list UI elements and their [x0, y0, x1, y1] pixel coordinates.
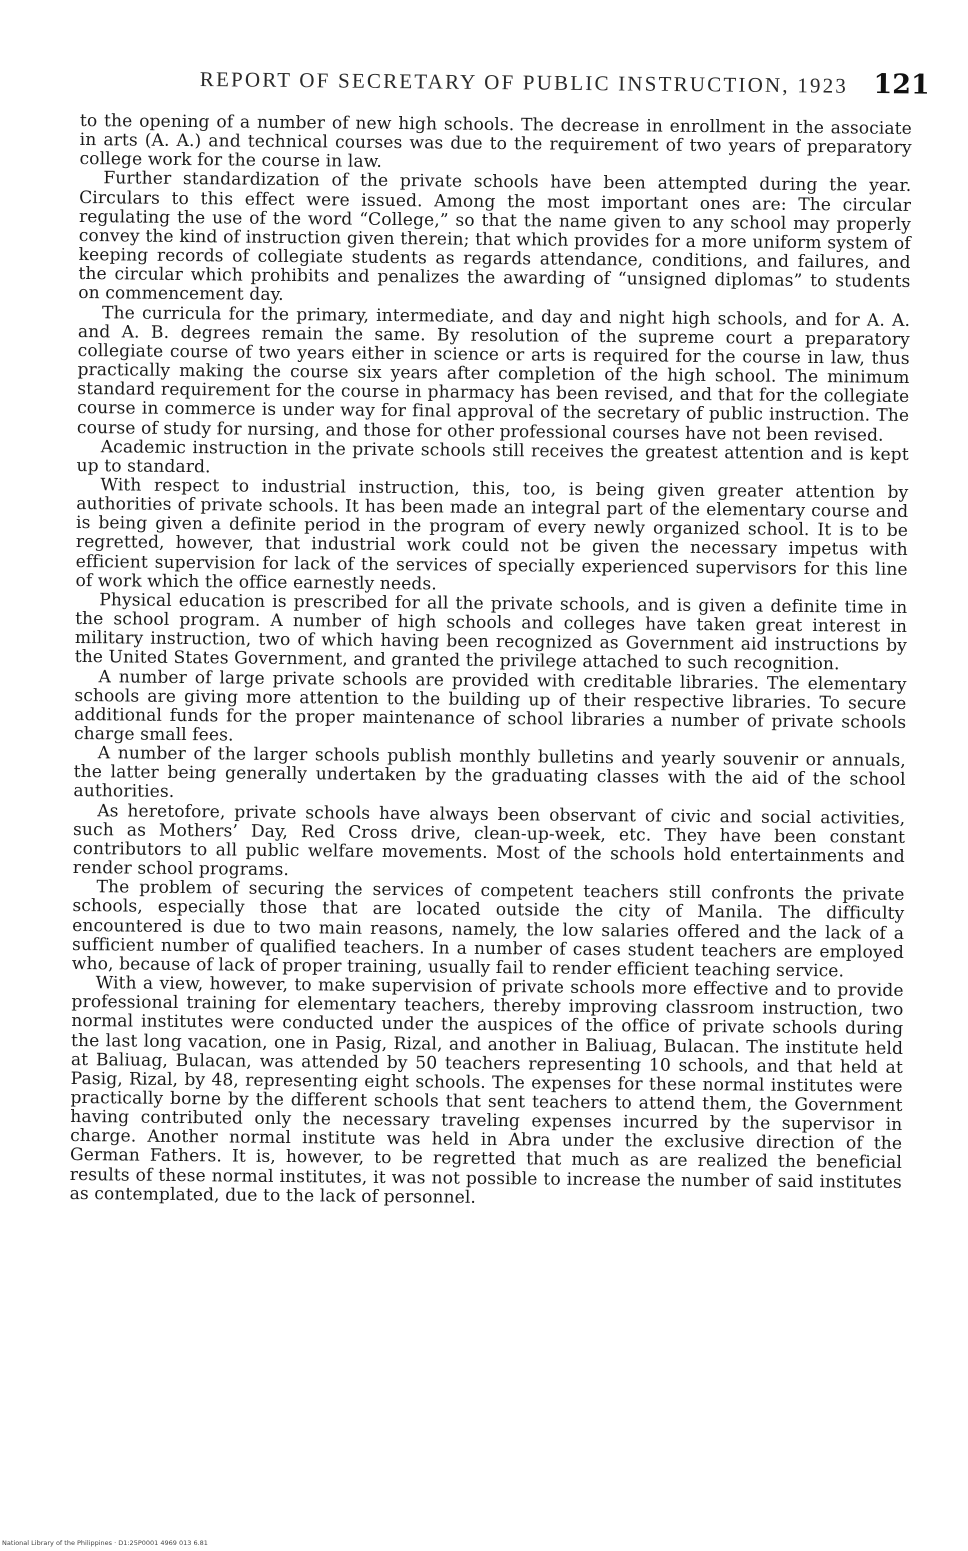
paragraph-civic-activities: As heretofore, private schools have always been observant of civic and social activities, such as Mothers’ Day, Red Cross drive, clean-up-week, etc. They have been constant contributors to all public welfare movements. Most of the schools hold entertainments and render school programs. [72, 800, 906, 881]
page-number: 121 [873, 69, 930, 101]
paragraph-publications: A number of the larger schools publish monthly bulletins and yearly souvenir or annuals, the latter being generally undertaken by the graduating classes with the aid of the school authorities. [73, 743, 906, 803]
paragraph-normal-institutes: With a view, however, to make supervision of private schools more effective and to provide professional training for elementary teachers, thereby improving classroom instruction, two normal institutes were conducted under the auspices of the office of private schools during the last long vacation, one in Pasig, Rizal, and another in Baliuag, Bulacan. The institute held at Baliuag, Bulacan, was attended by 50 teachers representing 10 schools, and that held at Pasig, Rizal, by 48, representing eight schools. The expenses for these normal institutes were practically borne by the different schools that sent teachers to attend them, the Government having contributed only the necessary traveling expenses incurred by the supervisor in charge. Another normal institute was held in Abra under the exclusive direction of the German Fathers. It is, however, to be regretted that much as are realized the beneficial results of these normal institutes, it was not possible to increase the number of said institutes as contemplated, due to the lack of personnel. [69, 973, 904, 1208]
body-text [70, 112, 912, 1212]
paragraph-industrial-instruction: With respect to industrial instruction, this, too, is being given greater attention by authorities of private schools. It has been made an integral part of the elementary course and is being given a definite period in the program of every newly organized school. It is to be regretted, however, that industrial work could not be given the necessary impetus with efficient supervision for lack of the services of specially experienced supervisors for this line of work which the office earnestly needs. [75, 475, 909, 595]
running-head [200, 62, 930, 110]
paragraph-academic-instruction: Academic instruction in the private schools still receives the greatest attention and is kept up to standard. [76, 436, 909, 478]
running-title: REPORT OF SECRETARY OF PUBLIC INSTRUCTION, 1923 [199, 66, 849, 98]
paragraph-physical-education: Physical education is prescribed for all the private schools, and is given a definite time in the school program. A number of high schools and colleges have taken great interest in military instruction, two of which having been recognized as Government aid instructions by the United States Government, and granted the privilege attached to such recognition. [74, 590, 908, 675]
paragraph-enrollment-decrease: to the opening of a number of new high schools. The decrease in enrollment in the associate in arts (A. A.) and technical courses was due to the requirement of two years of preparatory college work for the course in law. [79, 111, 912, 173]
paragraph-curricula: The curricula for the primary, intermediate, and day and night high schools, and for A. A. and A. B. degrees remain the same. By resolution of the supreme court a preparatory collegiate course of two years either in science or arts is required for the course in law, thus practically making the course six years after completion of the high school. The minimum standard requirement for the course in pharmacy has been revised, and that for the collegiate course in commerce is under way for final approval of the secretary of public instruction. The course of study for nursing, and those for other professional courses have not been revised. [76, 302, 911, 446]
paragraph-teacher-problem: The problem of securing the services of competent teachers still confronts the private schools, especially those that are located outside the city of Manila. The difficulty encountered is due to two main reasons, namely, the low salaries offered and the lack of a sufficient number of qualified teachers. In a number of cases student teachers are employed who, because of lack of proper training, usually fail to render efficient teaching service. [71, 877, 905, 982]
paragraph-libraries: A number of large private schools are provided with creditable libraries. The elementary schools are giving more attention to the building up of their respective libraries. To secure additional funds for the proper maintenance of school libraries a number of private schools charge small fees. [73, 666, 907, 746]
paragraph-standardization: Further standardization of the private schools have been attempted during the year. Circulars to this effect were issued. Among the most important ones are: The circular regulating the use of the word “College,” so that the name given to any school may properly convey the kind of instruction given therein; that which provides for a more uniform system of keeping records of collegiate students as regards attendance, conditions, and failures, and the circular which prohibits and penalizes the awarding of “unsigned diplomas” to students on commencement day. [78, 168, 912, 306]
scan-credit: National Library of the Philippines · D1:25P0001 4969 013 6.81 [2, 1539, 208, 1547]
